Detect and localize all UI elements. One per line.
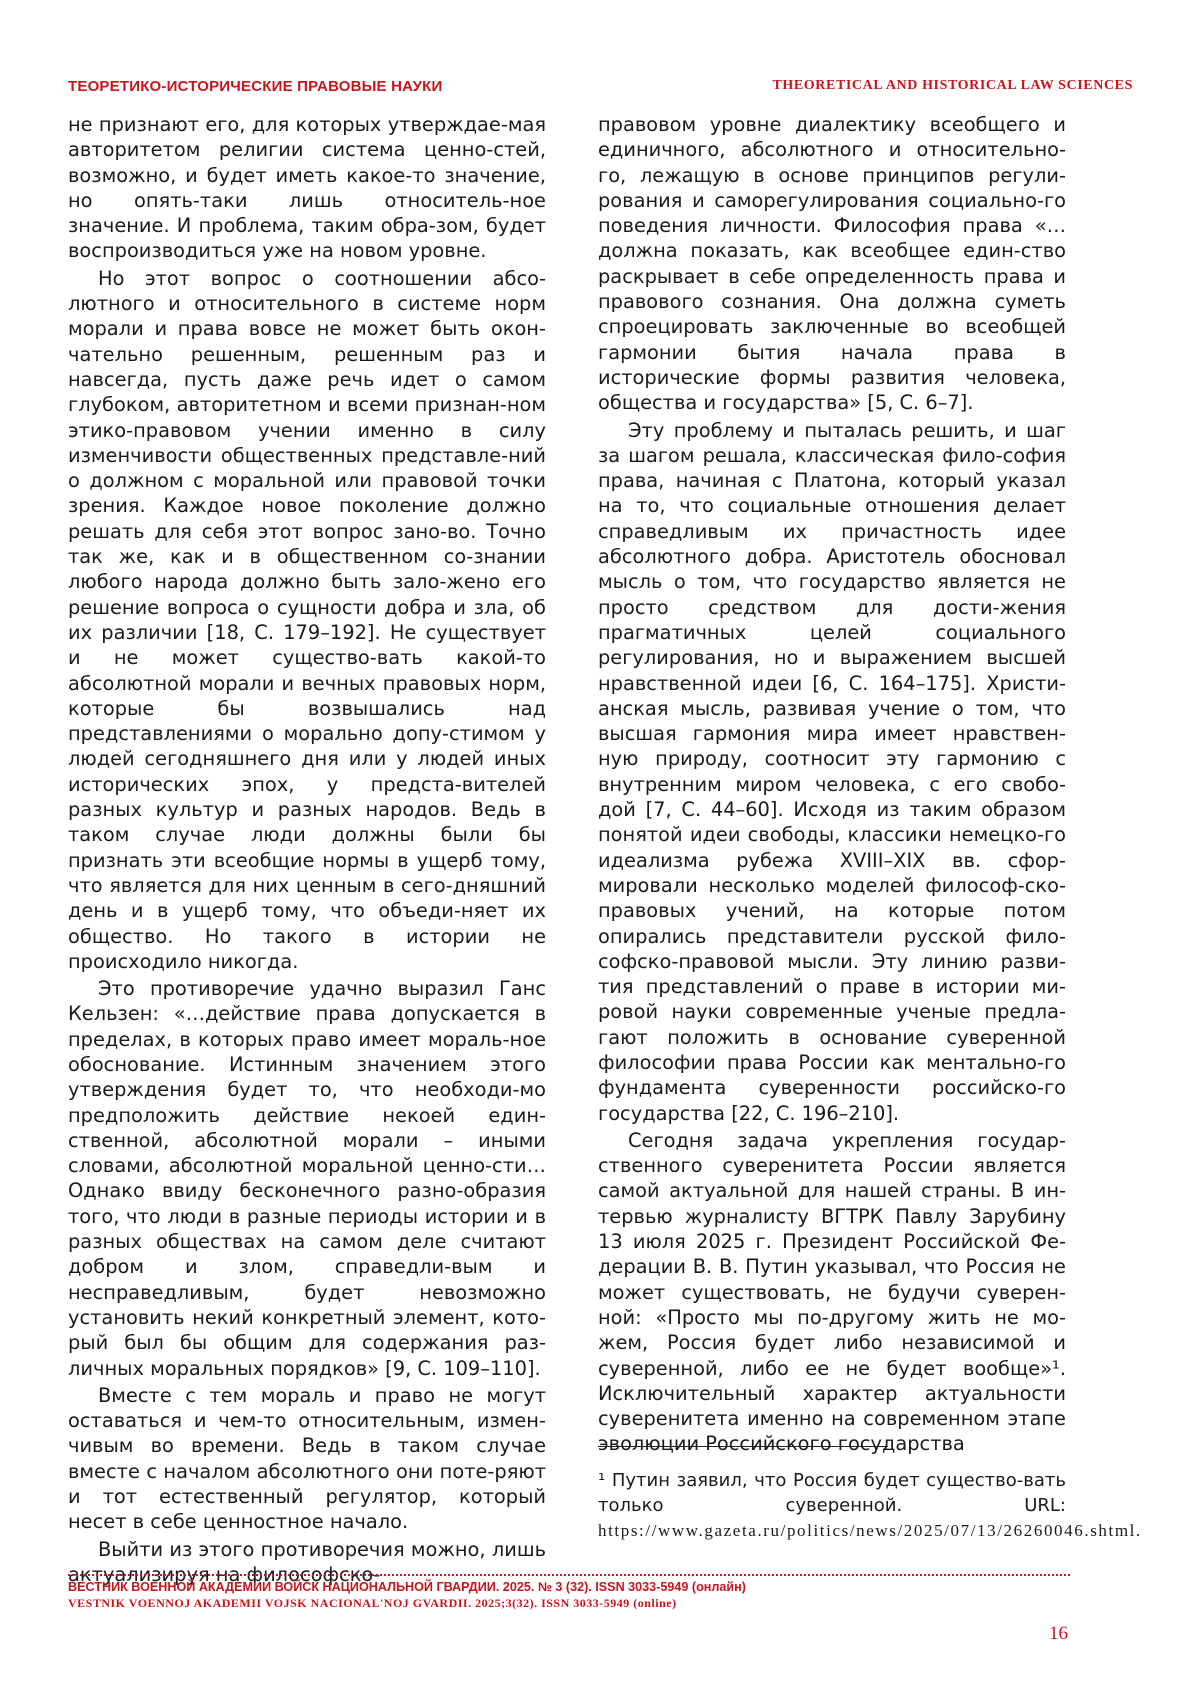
paragraph: правовом уровне диалектику всеобщего и единичного, абсолютного и относительно-го, лежащую в основе принципов регули-рования и саморегулирования социально-го поведения личности. Философия права «… должна показать, как всеобщее един-ство раскрывает в себе определенность права и правового сознания. Она должна суметь спроецировать заключенные во всеобщей гармонии бытия начала права в исторические формы развития человека, общества и государства» [5, С. 6–7].	[598, 113, 1066, 415]
running-header-en: THEORETICAL AND HISTORICAL LAW SCIENCES	[772, 78, 1133, 93]
footnote	[598, 1468, 1142, 1543]
left-column	[68, 112, 546, 1587]
right-column	[598, 112, 1066, 1457]
paragraph: Выйти из этого противоречия можно, лишь актуализируя на философско-	[68, 1537, 546, 1586]
journal-citation-ru: ВЕСТНИК ВОЕННОЙ АКАДЕМИИ ВОЙСК НАЦИОНАЛЬНОЙ ГВАРДИИ. 2025. № 3 (32). ISSN 3033-5949 (онлайн)	[68, 1580, 746, 1594]
footnote-text: ¹ Путин заявил, что Россия будет существо-вать только суверенной. URL:	[598, 1470, 1066, 1516]
journal-citation-en: VESTNIK VOENNOJ AKADEMII VOJSK NACIONAL'NOJ GVARDII. 2025;3(32). ISSN 3033-5949 (online)	[68, 1596, 677, 1610]
page-number: 16	[1049, 1623, 1068, 1644]
running-header-ru: ТЕОРЕТИКО-ИСТОРИЧЕСКИЕ ПРАВОВЫЕ НАУКИ	[68, 78, 443, 95]
footnote-separator	[598, 1446, 888, 1447]
paragraph: Но этот вопрос о соотношении абсо-лютного и относительного в системе норм морали и права вовсе не может быть окон-чательно решенным, решенным раз и навсегда, пусть даже речь идет о самом глубоком, авторитетном и всеми признан-ном этико-правовом учении именно в силу изменчивости общественных представле-ний о должном с моральной или правовой точки зрения. Каждое новое поколение должно решать для себя этот вопрос зано-во. Точно так же, как и в общественном со-знании любого народа должно быть зало-жено его решение вопроса о сущности добра и зла, об их различии [18, С. 179–192]. Не существует и не может существо-вать какой-то абсолютной морали и вечных правовых норм, которые бы возвышались над представлениями о морально допу-стимом у людей сегодняшнего дня или у людей иных исторических эпох, у предста-вителей разных культур и разных народов. Ведь в таком случае люди должны были бы признать эти всеобщие нормы в ущерб тому, что является для них ценным в сего-дняшний день и в ущерб тому, что объеди-няет их общество. Но такого в истории не происходило никогда.	[68, 266, 546, 973]
paragraph: Вместе с тем мораль и право не могут оставаться и чем-то относительным, измен-чивым во времени. Ведь в таком случае вместе с началом абсолютного они поте-ряют и тот естественный регулятор, который несет в себе ценностное начало.	[68, 1383, 546, 1534]
footnote-url[interactable]: https://www.gazeta.ru/politics/news/2025/07/13/26260046.shtml.	[598, 1521, 1142, 1540]
paragraph: Сегодня задача укрепления государ-ственного суверенитета России является самой актуальной для нашей страны. В ин-тервью журналисту ВГТРК Павлу Зарубину 13 июля 2025 г. Президент Российской Фе-дерации В. В. Путин указывал, что Россия не может существовать, не будучи суверен-ной: «Просто мы по-другому жить не мо-жем, Россия будет либо независимой и суверенной, либо ее не будет вообще»¹. Исключительный характер актуальности суверенитета именно на современном этапе эволюции Российского государства	[598, 1128, 1066, 1456]
footer-divider	[68, 1574, 1070, 1576]
paragraph: Это противоречие удачно выразил Ганс Кельзен: «…действие права допускается в пределах, в которых право имеет мораль-ное обоснование. Истинным значением этого утверждения будет то, что необходи-мо предположить действие некоей един-ственной, абсолютной морали – иными словами, абсолютной моральной ценно-сти… Однако ввиду бесконечного разно-образия того, что люди в разные периоды истории и в разных обществах на самом деле считают добром и злом, справедли-вым и несправедливым, будет невозможно установить некий конкретный элемент, кото-рый был бы общим для содержания раз-личных моральных порядков» [9, С. 109–110].	[68, 977, 546, 1380]
paragraph: Эту проблему и пыталась решить, и шаг за шагом решала, классическая фило-софия права, начиная с Платона, который указал на то, что социальные отношения делает справедливым их причастность идее абсолютного добра. Аристотель обосновал мысль о том, что государство является не просто средством для дости-жения прагматичных целей социального регулирования, но и выражением высшей нравственной идеи [6, С. 164–175]. Христи-анская мысль, развивая учение о том, что высшая гармония мира имеет нравствен-ную природу, соотносит эту гармонию с внутренним миром человека, с его свобо-дой [7, С. 44–60]. Исходя из таким образом понятой идеи свободы, классики немецко-го идеализма рубежа XVIII–XIX вв. сфор-мировали несколько моделей философ-ско-правовых учений, на которые потом опирались представители русской фило-софско-правовой мысли. Эту линию разви-тия представлений о праве в истории ми-ровой науки современные ученые предла-гают положить в основание суверенной философии права России как ментально-го фундамента суверенности российско-го государства [22, С. 196–210].	[598, 418, 1066, 1125]
paragraph: не признают его, для которых утверждае-мая авторитетом религии система ценно-стей, возможно, и будет иметь какое-то значение, но опять-таки лишь относитель-ное значение. И проблема, таким обра-зом, будет воспроизводиться уже на новом уровне.	[68, 113, 546, 263]
